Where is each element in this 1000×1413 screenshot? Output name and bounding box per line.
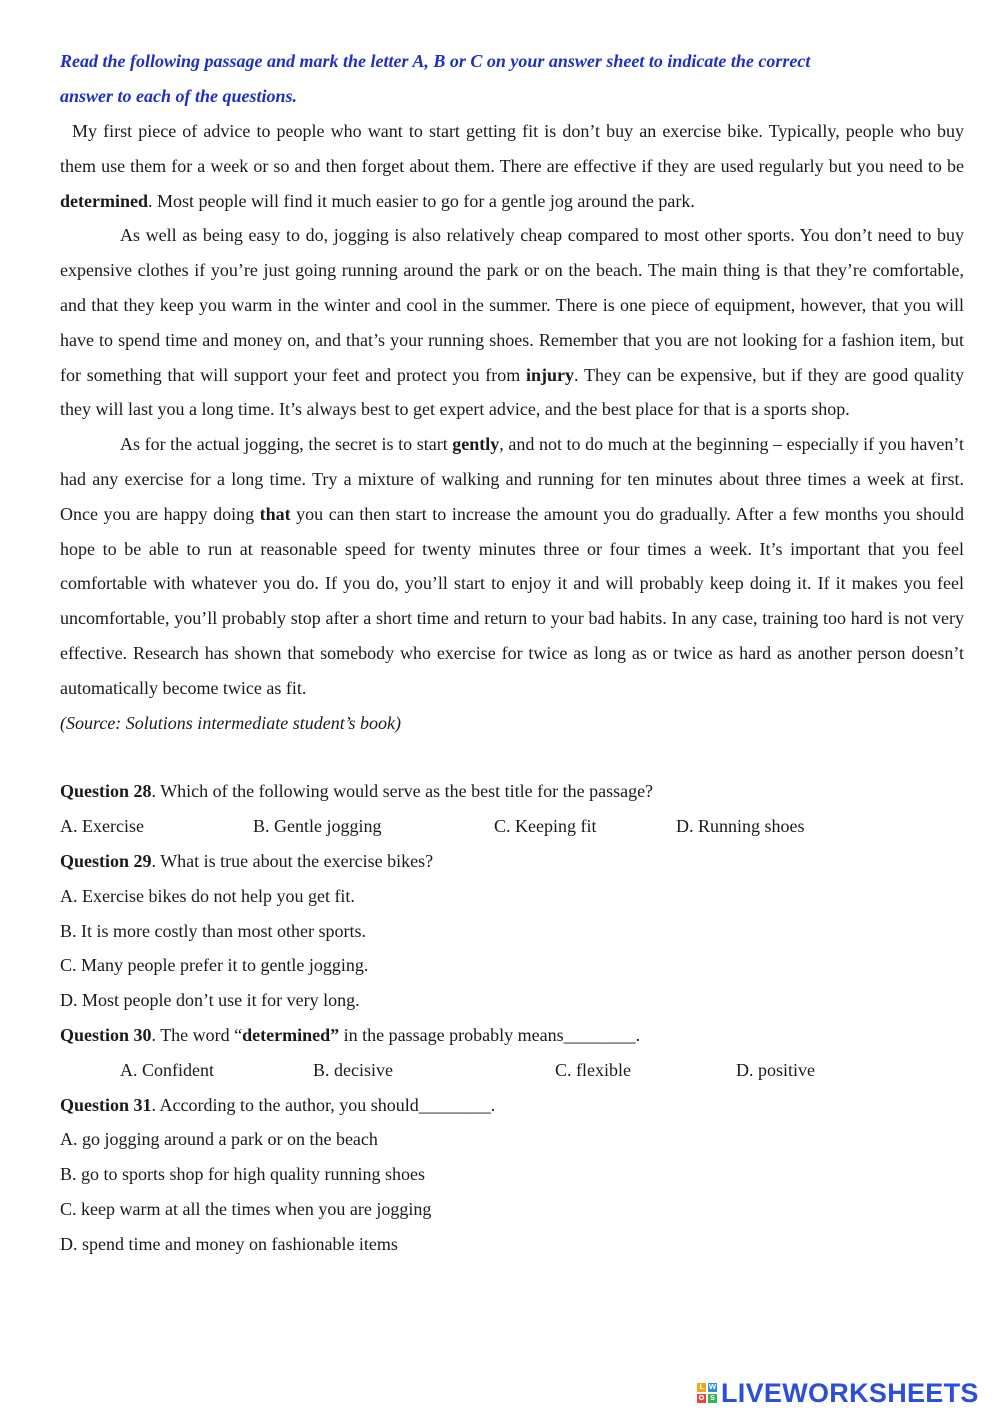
passage-paragraph-2 bbox=[60, 218, 964, 427]
liveworksheets-logo[interactable] bbox=[697, 1375, 979, 1411]
logo-tile: O bbox=[698, 1394, 705, 1402]
question-text: . Which of the following would serve as the best title for the passage? bbox=[151, 781, 654, 802]
question-28-label: Question 28 bbox=[60, 781, 152, 802]
question-30-options bbox=[60, 1053, 964, 1088]
passage-text: . They can be expensive, but if they are good quality they will last you a long time. It’s always best to get expert advice, and the best place for that is a sports shop. bbox=[60, 364, 964, 420]
question-29-option-c[interactable]: C. Many people prefer it to gentle jogging. bbox=[60, 955, 369, 976]
instruction-line-1: Read the following passage and mark the letter A, B or C on your answer sheet to indicate the correct bbox=[60, 51, 811, 71]
question-30-stem bbox=[60, 1018, 964, 1053]
passage-text: As for the actual jogging, the secret is to start bbox=[120, 434, 453, 455]
question-31-stem bbox=[60, 1088, 964, 1123]
logo-icon bbox=[697, 1383, 717, 1403]
passage-text: As well as being easy to do, jogging is also relatively cheap compared to most other sports. You don’t need to buy expensive clothes if you’re just going running around the park or on the beach. The main thing is that they’re comfortable, and that they keep you warm in the winter and cool in the summer. There is one piece of equipment, however, that you will have to spend time and money on, and that’s your running shoes. Remember that you are not looking for a fashion item, but for something that will support your feet and protect you from bbox=[60, 225, 964, 385]
highlighted-word-gently: gently bbox=[452, 434, 500, 455]
highlighted-word-that: that bbox=[259, 503, 291, 524]
question-28-option-a[interactable]: A. Exercise bbox=[60, 816, 144, 837]
question-28-option-d[interactable]: D. Running shoes bbox=[676, 816, 805, 837]
question-text: . The word “ bbox=[151, 1024, 243, 1045]
question-29-option-d[interactable]: D. Most people don’t use it for very long. bbox=[60, 990, 360, 1011]
question-30-option-d[interactable]: D. positive bbox=[736, 1059, 815, 1080]
instruction bbox=[60, 44, 964, 114]
passage-text: My first piece of advice to people who want to start getting fit is don’t buy an exercise bike. Typically, people who buy them use them for a week or so and then forget about them. There are effective if they are used regularly but you need to be bbox=[60, 121, 964, 176]
passage-paragraph-1 bbox=[60, 114, 964, 218]
highlighted-word-injury: injury bbox=[526, 364, 575, 385]
passage-text: . Most people will find it much easier to go for a gentle jog around the park. bbox=[147, 190, 695, 211]
question-28-stem bbox=[60, 774, 964, 809]
question-31-option-c[interactable]: C. keep warm at all the times when you are jogging bbox=[60, 1198, 432, 1219]
highlighted-word-determined: determined bbox=[60, 190, 148, 211]
question-28-options bbox=[60, 809, 964, 844]
question-29-option-a[interactable]: A. Exercise bikes do not help you get fit. bbox=[60, 885, 355, 906]
worksheet-page bbox=[60, 44, 964, 1262]
question-30-option-a[interactable]: A. Confident bbox=[120, 1059, 214, 1080]
question-30-option-b[interactable]: B. decisive bbox=[313, 1059, 393, 1080]
passage-text: you can then start to increase the amount you do gradually. After a few months you should hope to be able to run at reasonable speed for twenty minutes three or four times a week. It’s important that you feel comfortable with whatever you do. If you do, you’ll start to enjoy it and will probably keep doing it. If it makes you feel uncomfortable, you’ll probably stop after a short time and return to your bad habits. In any case, training too hard is not very effective. Research has shown that somebody who exercise for twice as long as or twice as hard as another person doesn’t automatically become twice as fit. bbox=[60, 503, 964, 698]
question-29-option-b[interactable]: B. It is more costly than most other sports. bbox=[60, 920, 366, 941]
spacer bbox=[60, 740, 964, 774]
question-28-option-b[interactable]: B. Gentle jogging bbox=[253, 816, 382, 837]
passage-source: (Source: Solutions intermediate student’s book) bbox=[60, 712, 401, 733]
question-30-option-c[interactable]: C. flexible bbox=[555, 1059, 631, 1080]
question-29-stem bbox=[60, 844, 964, 879]
logo-tile: W bbox=[708, 1383, 717, 1391]
logo-text: LIVEWORKSHEETS bbox=[721, 1377, 979, 1408]
question-28-option-c[interactable]: C. Keeping fit bbox=[494, 816, 597, 837]
question-30-label: Question 30 bbox=[60, 1024, 152, 1045]
passage-paragraph-3 bbox=[60, 427, 964, 705]
logo-tile: S bbox=[709, 1394, 716, 1402]
question-31-label: Question 31 bbox=[60, 1094, 152, 1115]
question-31-option-d[interactable]: D. spend time and money on fashionable items bbox=[60, 1233, 398, 1254]
question-29-label: Question 29 bbox=[60, 850, 152, 871]
question-text: . What is true about the exercise bikes? bbox=[151, 850, 434, 871]
question-text: in the passage probably means________. bbox=[339, 1024, 641, 1045]
instruction-line-2: answer to each of the questions. bbox=[60, 86, 298, 106]
question-31-option-a[interactable]: A. go jogging around a park or on the beach bbox=[60, 1129, 378, 1150]
question-30-keyword: determined” bbox=[242, 1024, 340, 1045]
logo-tile: L bbox=[697, 1383, 706, 1392]
question-text: . According to the author, you should________. bbox=[151, 1094, 496, 1115]
passage-text: , and not to do much at the beginning – especially if you haven’t had any exercise for a long time. Try a mixture of walking and running for ten minutes about three times a week at first. Once you are happy doing bbox=[60, 434, 964, 524]
question-31-option-b[interactable]: B. go to sports shop for high quality running shoes bbox=[60, 1164, 425, 1185]
